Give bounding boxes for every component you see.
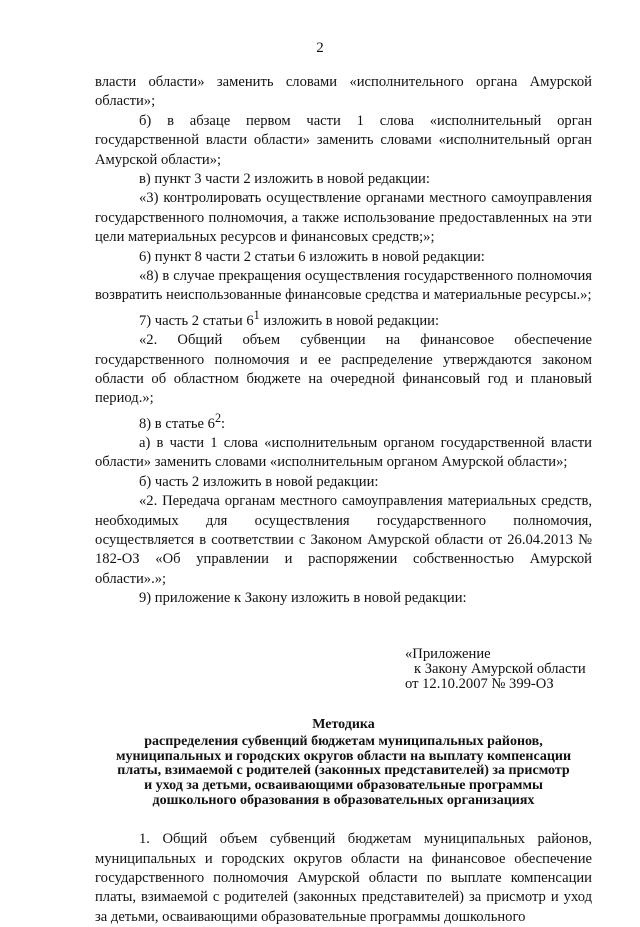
paragraph: «3) контролировать осуществление органами местного самоуправления государственного полномочия, а также использование предоставленных на эти цели материальных ресурсов и финансовых средств;»; (95, 190, 592, 246)
method-title-line: распределения субвенций бюджетам муниципальных районов, (144, 734, 543, 750)
paragraph: власти области» заменить словами «исполнительного органа Амурской области»; (95, 74, 592, 110)
paragraph-item-7 (95, 306, 592, 331)
method-title-line: дошкольного образования в образовательных организациях (152, 792, 535, 808)
paragraph: а) в части 1 слова «исполнительным органом государственной власти области» заменить словами «исполнительным органом Амурской области»; (95, 435, 592, 471)
paragraph: «2. Передача органам местного самоуправления материальных средств, необходимых для осуществления государственного полномочия, осуществляется в соответствии с Законом Амурской области от 26.04.2013 № 182-ОЗ «Об управлении и распоряжении собственностью Амурской области».»; (95, 493, 592, 587)
item7-suffix: изложить в новой редакции: (259, 312, 439, 329)
annex-line-2: к Закону Амурской области (414, 660, 586, 677)
method-title (95, 718, 592, 809)
annex-reference (405, 647, 592, 692)
paragraph: 9) приложение к Закону изложить в новой редакции: (139, 590, 467, 607)
method-heading: Методика (312, 716, 375, 732)
item8-prefix: 8) в статье 6 (139, 415, 215, 432)
paragraph: «2. Общий объем субвенции на финансовое обеспечение государственного полномочия и ее распределение утверждаются законом области об областном бюджете на очередной финансовый год и плановый период.»; (95, 332, 592, 407)
paragraph: «8) в случае прекращения осуществления государственного полномочия возвратить неиспользованные финансовые средства и материальные ресурсы.»; (95, 268, 592, 304)
paragraph-item-8 (95, 409, 592, 434)
method-title-line: муниципальных и городских округов области на выплату компенсации (115, 748, 572, 764)
paragraph: б) часть 2 изложить в новой редакции: (139, 473, 379, 490)
annex-line-3: от 12.10.2007 № 399-ОЗ (405, 675, 554, 692)
paragraph: в) пункт 3 части 2 изложить в новой редакции: (139, 171, 430, 188)
paragraph: б) в абзаце первом части 1 слова «исполнительный орган государственной власти области» заменить словами «исполнительный орган Амурской области»; (95, 112, 592, 168)
item7-superscript: 1 (253, 307, 260, 322)
item7-prefix: 7) часть 2 статьи 6 (139, 312, 254, 329)
paragraph: 6) пункт 8 части 2 статьи 6 изложить в новой редакции: (139, 248, 485, 265)
item8-superscript: 2 (214, 410, 222, 425)
method-title-line: и уход за детьми, осваивающими образовательные программы (144, 778, 543, 794)
item8-suffix: : (221, 415, 226, 432)
annex-line-1: «Приложение (405, 645, 491, 662)
page-number: 2 (316, 40, 324, 56)
document-body (95, 73, 592, 927)
paragraph: 1. Общий объем субвенций бюджетам муниципальных районов, муниципальных и городских округов области на финансовое обеспечение государственного полномочия Амурской области по выплате компенсации платы, взимаемой с родителей (законных представителей) за присмотр и уход за детьми, осваивающими образовательные программы дошкольного (95, 831, 592, 925)
method-title-line: платы, взимаемой с родителей (законных представителей) за присмотр (117, 763, 570, 779)
